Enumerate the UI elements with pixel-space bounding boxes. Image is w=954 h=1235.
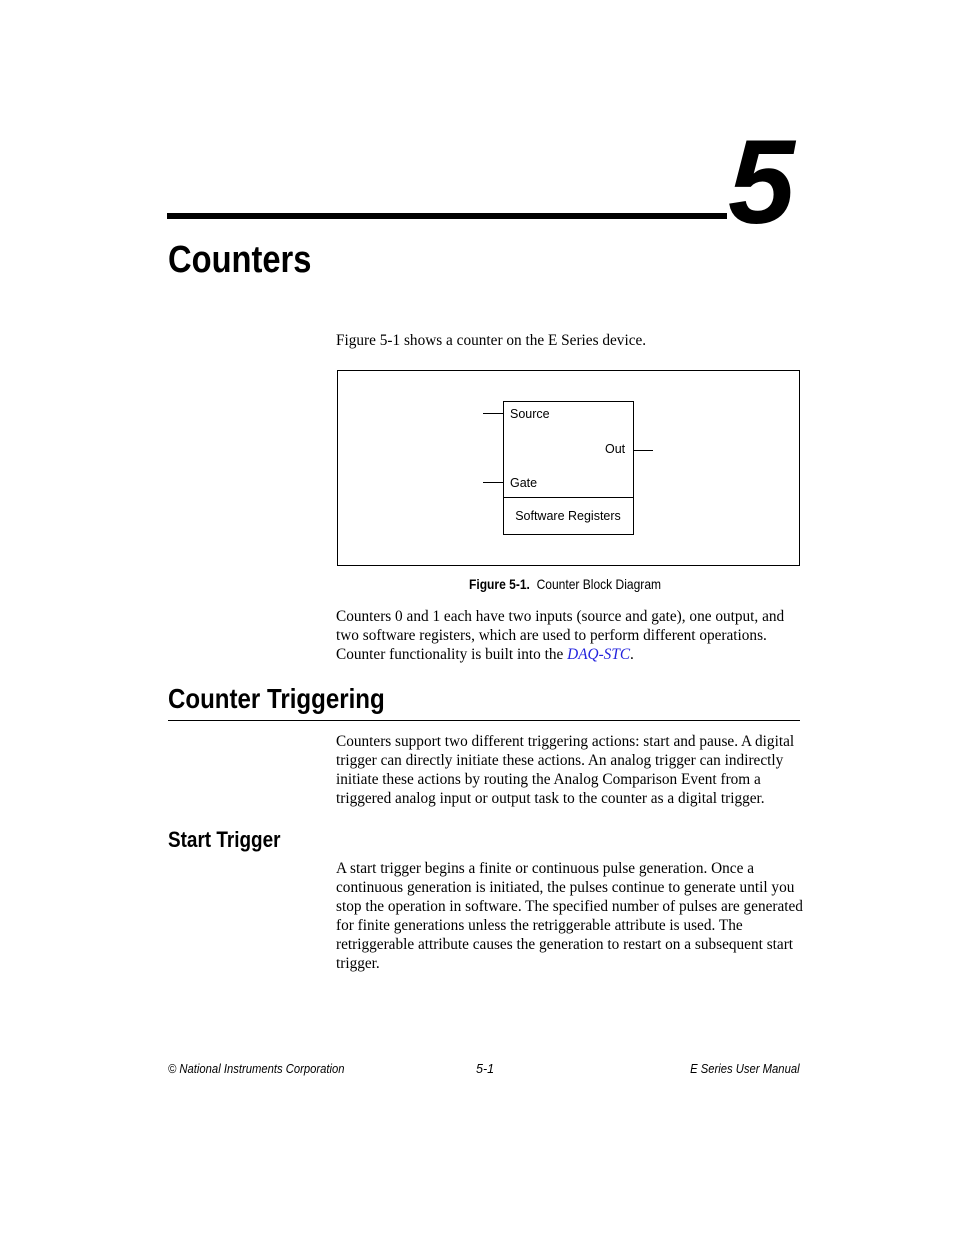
software-registers-label: Software Registers (515, 509, 621, 523)
caption-text: Counter Block Diagram (536, 576, 662, 592)
chapter-number: 5 (728, 115, 793, 249)
counters-paragraph (336, 608, 804, 665)
out-lead-line (634, 450, 653, 451)
out-label: Out (605, 442, 626, 456)
source-lead-line (483, 413, 503, 414)
subsection-heading-start-trigger: Start Trigger (168, 827, 281, 852)
section-rule (168, 720, 800, 721)
gate-lead-line (483, 482, 503, 483)
triggering-paragraph: Counters support two different triggering actions: start and pause. A digital trigger can directly initiate these actions. An analog trigger can indirectly initiate these actions by routing the Analog Comparison Event from a triggered analog input or output task to the counter as a digital trigger. (336, 733, 795, 807)
footer-manual-title: E Series User Manual (690, 1062, 800, 1076)
section-heading-counter-triggering: Counter Triggering (168, 683, 385, 714)
footer-copyright: © National Instruments Corporation (168, 1062, 345, 1076)
registers-divider (503, 497, 634, 498)
chapter-rule (167, 213, 727, 219)
chapter-title: Counters (168, 239, 312, 281)
intro-paragraph: Figure 5-1 shows a counter on the E Series device. (336, 332, 647, 349)
figure-caption (469, 575, 661, 593)
daq-stc-link[interactable]: DAQ-STC (567, 645, 631, 663)
footer-page-number: 5-1 (476, 1062, 495, 1076)
start-trigger-paragraph: A start trigger begins a finite or continuous pulse generation. Once a continuous generation is initiated, the pulses continue to generate until you stop the operation in software. The specified number of pulses are generated for finite generations unless the retriggerable attribute is used. The retriggerable attribute causes the generation to restart on a subsequent start trigger. (336, 860, 803, 972)
counters-text: Counters 0 and 1 each have two inputs (source and gate), one output, and two software registers, which are used to perform different operations. Counter functionality is built into the (336, 608, 785, 663)
counters-end: . (630, 645, 634, 663)
source-label: Source (510, 407, 550, 421)
caption-label: Figure 5-1. (469, 576, 530, 592)
gate-label: Gate (510, 476, 538, 490)
